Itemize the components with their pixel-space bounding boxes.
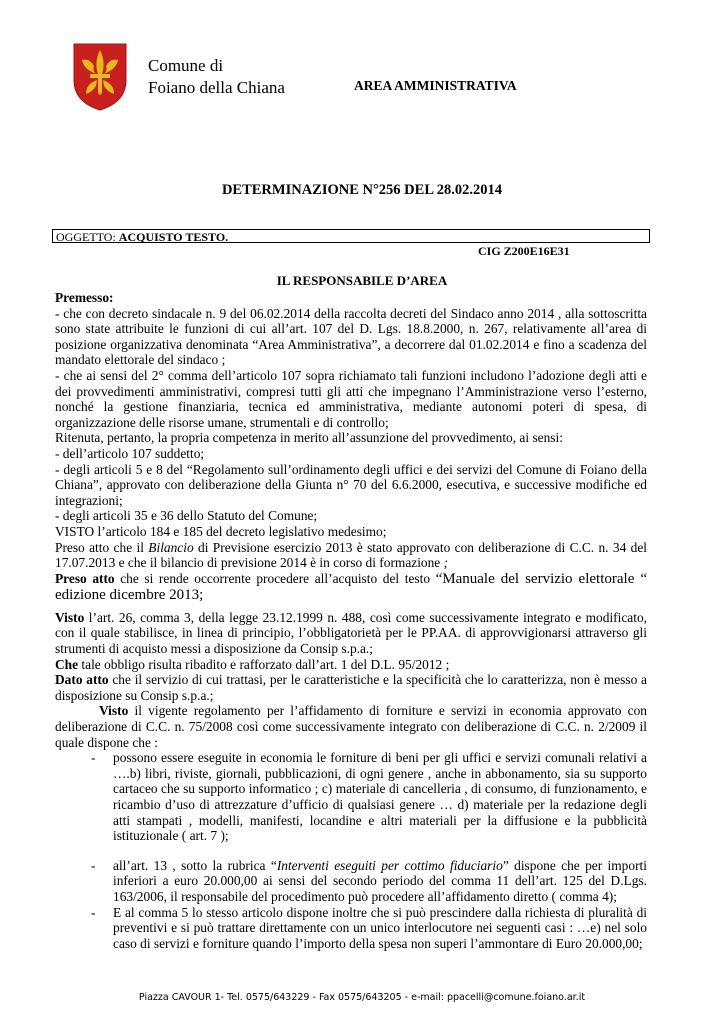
municipality-line-1: Comune di bbox=[148, 56, 224, 75]
paragraph: Ritenuta, pertanto, la propria competenza in merito all’assunzione del provvedimento, ai sensi: bbox=[55, 430, 563, 446]
paragraph: - che ai sensi del 2° comma dell’articolo 107 sopra richiamato tali funzioni includono l’adozione degli atti e dei provvedimenti amministrativi, compresi tutti gli atti che impegnano l’Amministrazione verso l’esterno, nonché la gestione finanziaria, tecnica ed amministrativa, mediante autonomi poteri di spesa, di organizzazione delle risorse umane, strumentali e di controllo; bbox=[55, 367, 647, 430]
regulation-list bbox=[55, 750, 647, 951]
paragraph: Visto il vigente regolamento per l’affidamento di forniture e servizi in economia approvato con deliberazione di C.C. n. 75/2008 così come successivamente integrato con deliberazione di C.C. n. 2/2009 il quale dispone che : bbox=[55, 703, 647, 750]
paragraph: Preso atto che il Bilancio di Previsione esercizio 2013 è stato approvato con deliberazione di C.C. n. 34 del 17.07.2013 e che il bilancio di previsione 2014 è in corso di formazione ; bbox=[55, 539, 648, 571]
paragraph: - degli articoli 35 e 36 dello Statuto del Comune; bbox=[55, 508, 318, 524]
cig-code: CIG Z200E16E31 bbox=[478, 244, 570, 258]
list-item: - possono essere eseguite in economia le forniture di beni per gli uffici e servizi comunali relativi a ….b) libri, riviste, giornali, pubblicazioni, di ogni genere , anche in abbonamento, sia su supporto cartaceo che su supporto informatico ; c) materiale di cancelleria , di consumo, di funzionamento, e ricambio d’uso di attrezzature d’ufficio di qualsiasi genere … d) materiale per la redazione degli atti stampati , modelli, manifesti, locandine e altri materiali per la diffusione e la pubblicità istituzionale ( art. 7 ); bbox=[91, 750, 647, 844]
paragraph: - dell’articolo 107 suddetto; bbox=[55, 445, 205, 461]
list-item: - all’art. 13 , sotto la rubrica “Interventi eseguiti per cottimo fiduciario” dispone che per importi inferiori a euro 20.000,00 ai sensi del secondo periodo del comma 11 dell’art. 125 del D.Lgs. 163/2006, il responsabile del procedimento può procedere all’affidamento diretto ( comma 4); bbox=[91, 857, 647, 904]
paragraph: VISTO l’articolo 184 e 185 del decreto legislativo medesimo; bbox=[55, 523, 387, 539]
coat-of-arms-icon bbox=[70, 40, 130, 112]
subject-value: ACQUISTO TESTO. bbox=[118, 230, 229, 244]
document-body bbox=[55, 290, 647, 951]
municipality-line-2: Foiano della Chiana bbox=[148, 78, 285, 97]
letterhead bbox=[62, 36, 662, 126]
list-item: - E al comma 5 lo stesso articolo dispone inoltre che si può prescindere dalla richiesta di pluralità di preventivi e si può trattare direttamente con un unico interlocutore nei seguenti casi : …e) nel solo caso di servizi e forniture quando l’importo della spesa non superi l’ammontare di Euro 20.000,00; bbox=[91, 904, 647, 951]
paragraph: Dato atto che il servizio di cui trattasi, per le caratteristiche e la specificità che lo caratterizza, non è messo a disposizione su Consip s.p.a.; bbox=[55, 672, 647, 703]
paragraph: Visto l’art. 26, comma 3, della legge 23.12.1999 n. 488, così come successivamente integrato e modificato, con il quale stabilisce, in linea di principio, l’obbligatorietà per le PP.AA. di approvvigionarsi attraverso gli strumenti di acquisto messi a disposizione da Consip s.p.a.; bbox=[55, 609, 647, 657]
subject-label: OGGETTO: bbox=[56, 230, 116, 244]
footer-contacts: Piazza CAVOUR 1- Tel. 0575/643229 - Fax 0575/643205 - e-mail: ppacelli@comune.foiano.ar.it bbox=[138, 992, 586, 1003]
paragraph: - che con decreto sindacale n. 9 del 06.02.2014 della raccolta decreti del Sindaco anno 2014 , alla sottoscritta sono state attribuite le funzioni di cui all’art. 107 del D. Lgs. 18.8.2000, n. 267, relativamente all’area di posizione organizzativa denominata “Area Amministrativa”, a decorrere dal 01.02.2014 e fino a scadenza del mandato elettorale del sindaco ; bbox=[55, 305, 647, 368]
area-title: AREA AMMINISTRATIVA bbox=[354, 78, 517, 93]
premesso-heading: Premesso: bbox=[55, 290, 114, 305]
subject-box bbox=[52, 229, 650, 243]
paragraph: Preso atto che si rende occorrente procedere all’acquisto del testo “Manuale del servizio elettorale “ edizione dicembre 2013; bbox=[55, 570, 648, 604]
paragraph: Che tale obbligo risulta ribadito e rafforzato dall’art. 1 del D.L. 95/2012 ; bbox=[55, 656, 450, 672]
paragraph: - degli articoli 5 e 8 del “Regolamento sull’ordinamento degli uffici e dei servizi del Comune di Foiano della Chiana”, approvato con deliberazione della Giunta n° 70 del 6.6.2000, esecutiva, e successive modifiche ed integrazioni; bbox=[55, 461, 647, 508]
section-heading: IL RESPONSABILE D’AREA bbox=[276, 273, 448, 288]
determination-title: DETERMINAZIONE N°256 DEL 28.02.2014 bbox=[221, 182, 503, 198]
municipality-name bbox=[148, 55, 285, 99]
